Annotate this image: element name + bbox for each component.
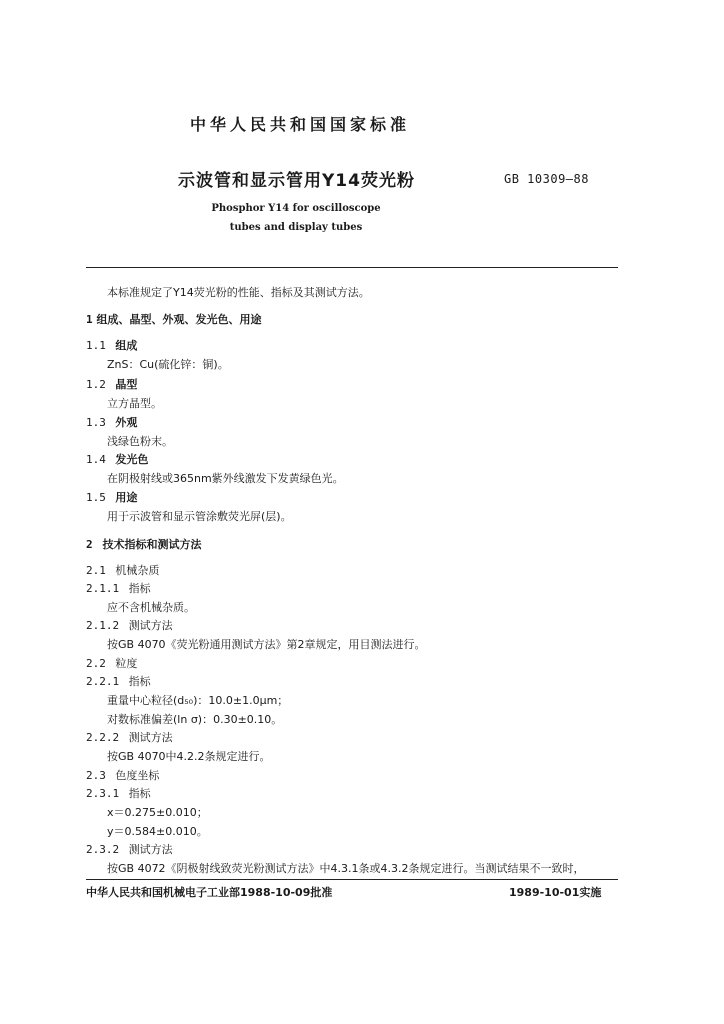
clause-2-3-1-line-2: y＝0.584±0.010。 xyxy=(107,825,208,838)
clause-number: 1.3 xyxy=(86,416,106,429)
clause-number: 2.1.1 xyxy=(86,582,120,595)
clause-2-1-1 xyxy=(86,580,151,596)
clause-number: 1.4 xyxy=(86,453,106,466)
clause-title: 外观 xyxy=(115,416,138,429)
clause-number: 2.2.1 xyxy=(86,675,120,688)
intro-paragraph: 本标准规定了Y14荧光粉的性能、指标及其测试方法。 xyxy=(107,286,370,299)
clause-title: 测试方法 xyxy=(128,731,173,744)
clause-2-2-1-line-2: 对数标准偏差(ln σ)：0.30±0.10。 xyxy=(107,713,283,726)
clause-1-5 xyxy=(86,489,137,505)
clause-number: 2.3.2 xyxy=(86,843,120,856)
section-number: 2 xyxy=(86,538,93,551)
clause-number: 1.5 xyxy=(86,491,106,504)
clause-1-4 xyxy=(86,451,148,467)
clause-1-4-body: 在阴极射线或365nm紫外线激发下发黄绿色光。 xyxy=(107,472,344,485)
section-2-heading xyxy=(86,536,201,552)
clause-title: 色度坐标 xyxy=(115,769,160,782)
clause-title: 晶型 xyxy=(115,378,138,391)
english-title-line-2: tubes and display tubes xyxy=(229,222,363,233)
clause-1-3-body: 浅绿色粉末。 xyxy=(107,435,173,448)
clause-title: 发光色 xyxy=(115,453,149,466)
english-title-line-1: Phosphor Y14 for oscilloscope xyxy=(211,203,381,214)
clause-2-3-2 xyxy=(86,841,173,857)
clause-2-3 xyxy=(86,767,159,783)
clause-title: 粒度 xyxy=(115,657,138,670)
clause-2-2-1 xyxy=(86,673,151,689)
clause-1-3 xyxy=(86,414,137,430)
standard-number: GB 10309—88 xyxy=(504,172,589,186)
section-title: 技术指标和测试方法 xyxy=(102,538,202,551)
section-title: 组成、晶型、外观、发光色、用途 xyxy=(96,313,262,326)
document-title: 示波管和显示管用Y14荧光粉 xyxy=(178,171,415,191)
clause-1-2-body: 立方晶型。 xyxy=(107,397,162,410)
clause-title: 用途 xyxy=(115,491,138,504)
clause-number: 2.1.2 xyxy=(86,619,120,632)
approval-note: 中华人民共和国机械电子工业部1988-10-09批准 xyxy=(86,886,333,899)
clause-2-1-1-body: 应不含机械杂质。 xyxy=(107,601,195,614)
clause-title: 指标 xyxy=(128,582,151,595)
clause-title: 组成 xyxy=(115,339,138,352)
clause-2-3-2-body: 按GB 4072《阴极射线致荧光粉测试方法》中4.3.1条或4.3.2条规定进行。当测试结果不一致时， xyxy=(107,862,585,875)
clause-2-1-2 xyxy=(86,617,173,633)
clause-2-2-2 xyxy=(86,729,173,745)
clause-1-2 xyxy=(86,376,137,392)
clause-title: 测试方法 xyxy=(128,619,173,632)
clause-title: 指标 xyxy=(128,675,151,688)
effective-date: 1989-10-01实施 xyxy=(509,886,602,899)
clause-2-3-1 xyxy=(86,785,151,801)
clause-number: 2.2.2 xyxy=(86,731,120,744)
clause-number: 2.1 xyxy=(86,564,106,577)
clause-2-1 xyxy=(86,562,159,578)
clause-title: 指标 xyxy=(128,787,151,800)
bottom-rule xyxy=(86,879,618,880)
clause-2-2-2-body: 按GB 4070中4.2.2条规定进行。 xyxy=(107,750,271,763)
clause-number: 1.2 xyxy=(86,378,106,391)
section-number: 1 xyxy=(86,313,93,326)
clause-2-2-1-line-1: 重量中心粒径(d₅₀)：10.0±1.0μm； xyxy=(107,694,289,707)
clause-number: 2.3 xyxy=(86,769,106,782)
clause-2-3-1-line-1: x＝0.275±0.010； xyxy=(107,806,208,819)
clause-title: 机械杂质 xyxy=(115,564,160,577)
clause-number: 1.1 xyxy=(86,339,106,352)
clause-number: 2.2 xyxy=(86,657,106,670)
clause-2-1-2-body: 按GB 4070《荧光粉通用测试方法》第2章规定，用目测法进行。 xyxy=(107,638,426,651)
clause-1-1 xyxy=(86,337,137,353)
clause-number: 2.3.1 xyxy=(86,787,120,800)
clause-1-5-body: 用于示波管和显示管涂敷荧光屏(层)。 xyxy=(107,510,292,523)
section-1-heading xyxy=(86,311,261,327)
clause-2-2 xyxy=(86,655,137,671)
clause-1-1-body: ZnS：Cu(硫化锌：铜)。 xyxy=(107,358,229,371)
clause-title: 测试方法 xyxy=(128,843,173,856)
top-rule xyxy=(86,267,618,268)
document-header: 中华人民共和国国家标准 xyxy=(189,115,410,134)
